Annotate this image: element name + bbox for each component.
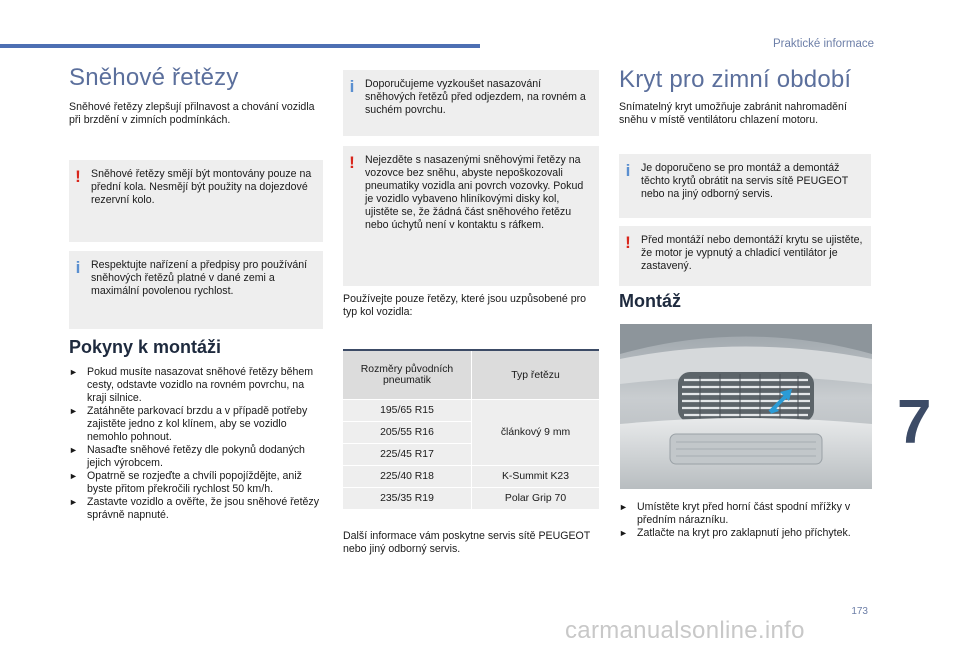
snow-chains-warning-text: Sněhové řetězy smějí být montovány pouze na přední kola. Nesmějí být použity na dojezdové rezervní kolo. <box>91 168 312 206</box>
service-note: Další informace vám poskytne servis sítě PEUGEOT nebo jiný odborný servis. <box>343 530 591 555</box>
car-grille-illustration <box>620 324 872 489</box>
page-number: 173 <box>851 606 868 617</box>
instructions-list <box>69 366 323 522</box>
list-item: ► Pokud musíte nasazovat sněhové řetězy během cesty, odstavte vozidlo na rovném povrchu, na kraji silnice. <box>69 366 314 404</box>
bullet-icon: ► <box>619 528 628 538</box>
winter-cover-warning-text: Před montáží nebo demontáží krytu se ujistěte, že motor je vypnutý a chladicí ventilátor je zastavený. <box>641 234 863 272</box>
column-header-chain: Typ řetězu <box>472 350 600 400</box>
table-row: 225/45 R17 <box>343 444 599 466</box>
assembly-title: Montáž <box>619 291 681 311</box>
list-item: ► Zatáhněte parkovací brzdu a v případě potřeby zajistěte jedno z kol klínem, aby se vozidlo nemohlo pohnout. <box>69 405 308 443</box>
info-icon: i <box>75 258 81 277</box>
bullet-icon: ► <box>69 471 78 481</box>
test-info-box <box>343 70 599 136</box>
winter-cover-info-box <box>619 154 871 218</box>
snow-chains-title: Sněhové řetězy <box>69 64 239 91</box>
instructions-title: Pokyny k montáži <box>69 337 222 357</box>
warning-icon: ! <box>625 233 631 252</box>
table-row: 225/40 R18 K-Summit K23 <box>343 466 599 488</box>
chain-table <box>343 349 599 510</box>
warning-icon: ! <box>349 153 355 172</box>
table-row: 195/65 R15 článkový 9 mm <box>343 400 599 422</box>
winter-cover-title: Kryt pro zimní období <box>619 66 852 93</box>
snow-chains-info-box <box>69 251 323 329</box>
snow-chains-info-text: Respektujte nařízení a předpisy pro používání sněhových řetězů platné v dané zemi a maximální povolenou rychlost. <box>91 259 308 297</box>
table-row: 205/55 R16 <box>343 422 599 444</box>
section-title: Praktické informace <box>773 38 874 50</box>
snow-chains-intro: Sněhové řetězy zlepšují přilnavost a chování vozidla při brzdění v zimních podmínkách. <box>69 101 315 126</box>
no-snow-warning-text: Nejezděte s nasazenými sněhovými řetězy na vozovce bez sněhu, abyste nepoškozovali pneumatiky vozidla ani povrch vozovky. Pokud je vozidlo vybaveno hliníkovými disky kol, ujistěte se, že žádná část sněhového řetězu nebo úchytů není v kontaktu s ráfkem. <box>365 154 584 231</box>
column-header-tyre: Rozměry původních pneumatik <box>343 350 472 400</box>
watermark: carmanualsonline.info <box>565 617 805 644</box>
bullet-icon: ► <box>69 367 78 377</box>
winter-cover-info-text: Je doporučeno se pro montáž a demontáž těchto krytů obrátit na servis sítě PEUGEOT nebo na jiný odborný servis. <box>641 162 849 200</box>
assembly-list <box>619 501 871 540</box>
test-info-text: Doporučujeme vyzkoušet nasazování sněhových řetězů před odjezdem, na rovném a suchém povrchu. <box>365 78 586 116</box>
grille-illustration-svg <box>620 324 872 489</box>
info-icon: i <box>349 77 355 96</box>
winter-cover-intro: Snímatelný kryt umožňuje zabránit nahromadění sněhu v místě ventilátoru chlazení motoru. <box>619 101 847 126</box>
bullet-icon: ► <box>69 497 78 507</box>
table-row: 235/35 R19 Polar Grip 70 <box>343 488 599 510</box>
snow-chains-warning-box <box>69 160 323 242</box>
no-snow-warning-box <box>343 146 599 286</box>
list-item: ► Zatlačte na kryt pro zaklapnutí jeho příchytek. <box>619 527 851 539</box>
bullet-icon: ► <box>619 502 628 512</box>
warning-icon: ! <box>75 167 81 186</box>
info-icon: i <box>625 161 631 180</box>
bullet-icon: ► <box>69 445 78 455</box>
list-item: ► Nasaďte sněhové řetězy dle pokynů dodaných jejich výrobcem. <box>69 444 305 469</box>
bullet-icon: ► <box>69 406 78 416</box>
chapter-number: 7 <box>897 388 932 457</box>
list-item: ► Opatrně se rozjeďte a chvíli popojíždějte, aniž byste přitom překročili rychlost 50 km/h. <box>69 470 302 495</box>
list-item: ► Zastavte vozidlo a ověřte, že jsou sněhové řetězy správně napnuté. <box>69 496 320 521</box>
header-accent-bar <box>0 44 480 48</box>
chain-type-cell: článkový 9 mm <box>472 400 600 466</box>
list-item: ► Umístěte kryt před horní část spodní mřížky v předním nárazníku. <box>619 501 851 526</box>
table-intro: Používejte pouze řetězy, které jsou uzpůsobené pro typ kol vozidla: <box>343 293 587 318</box>
winter-cover-warning-box <box>619 226 871 286</box>
